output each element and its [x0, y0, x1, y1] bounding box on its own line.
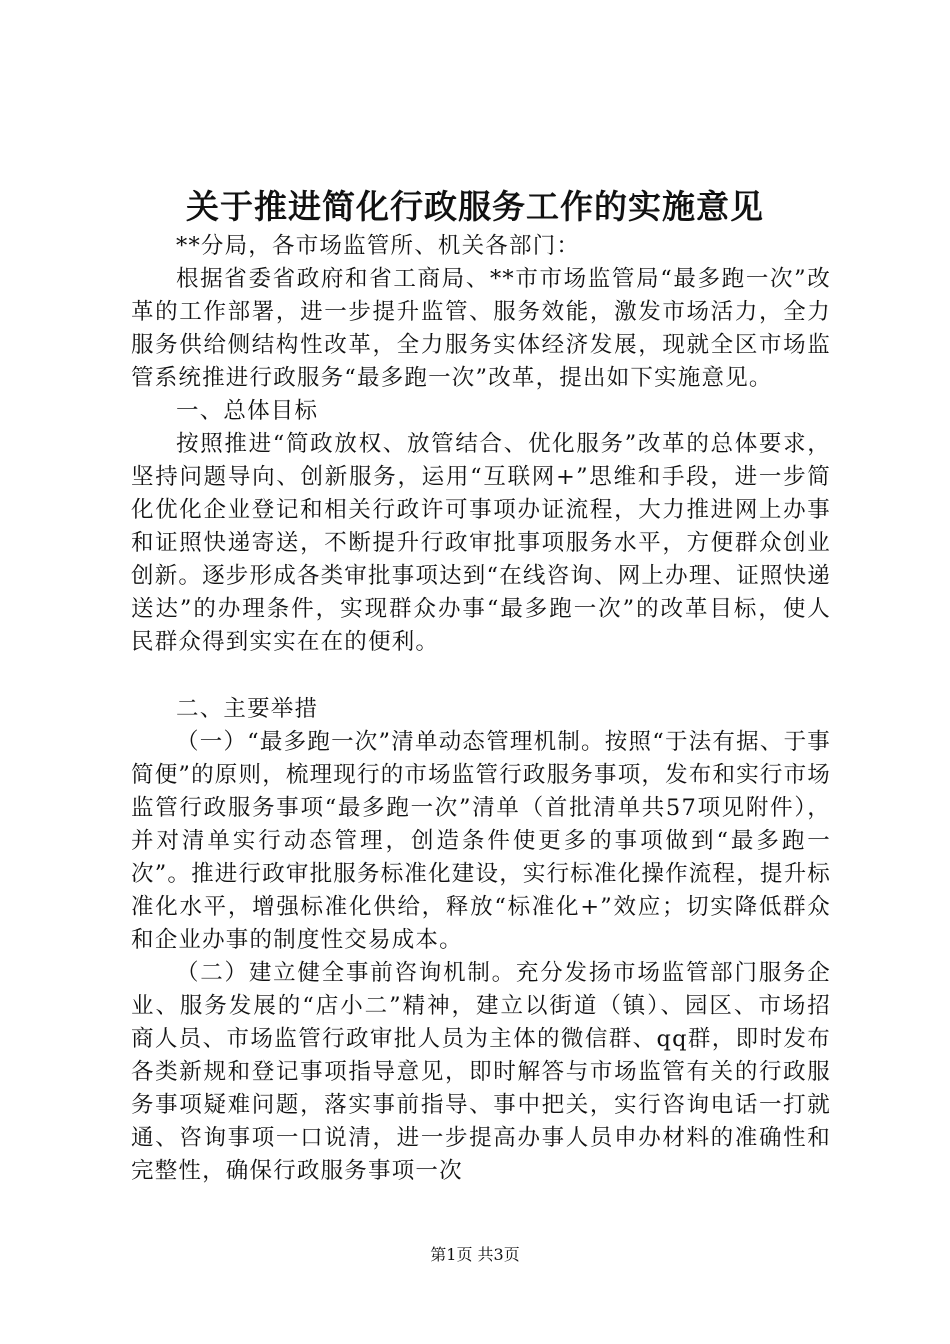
measure-paragraph-2: （二）建立健全事前咨询机制。充分发扬市场监管部门服务企业、服务发展的“店小二”精神，建立以街道（镇）、园区、市场招商人员、市场监管行政审批人员为主体的微信群、qq群，即时发布各类新规和登记事项指导意见，即时解答与市场监管有关的行政服务事项疑难问题，落实事前指导、事中把关，实行咨询电话一打就通、咨询事项一口说清，进一步提高办事人员申办材料的准确性和完整性，确保行政服务事项一次 — [131, 960, 831, 1184]
paragraph-spacer — [131, 659, 831, 693]
page-footer: 第1页 共3页 — [430, 1245, 520, 1264]
section-heading-measures: 二、主要举措 — [176, 696, 319, 722]
intro-paragraph: 根据省委省政府和省工商局、**市市场监管局“最多跑一次”改革的工作部署，进一步提升监管、服务效能，激发市场活力，全力服务供给侧结构性改革，全力服务实体经济发展，现就全区市场监管系统推进行政服务“最多跑一次”改革，提出如下实施意见。 — [131, 266, 831, 391]
measure-paragraph-1: （一）“最多跑一次”清单动态管理机制。按照“于法有据、于事简便”的原则，梳理现行的市场监管行政服务事项，发布和实行市场监管行政服务事项“最多跑一次”清单（首批清单共57项见附件），并对清单实行动态管理，创造条件使更多的事项做到“最多跑一次”。推进行政审批服务标准化建设，实行标准化操作流程，提升标准化水平，增强标准化供给，释放“标准化+”效应；切实降低群众和企业办事的制度性交易成本。 — [131, 729, 832, 953]
document-title: 关于推进简化行政服务工作的实施意见 — [186, 187, 764, 226]
salutation: **分局，各市场监管所、机关各部门： — [176, 233, 581, 259]
section-heading-goals: 一、总体目标 — [176, 398, 319, 424]
goals-paragraph: 按照推进“简政放权、放管结合、优化服务”改革的总体要求，坚持问题导向、创新服务，运用“互联网+”思维和手段，进一步简化优化企业登记和相关行政许可事项办证流程，大力推进网上办事和证照快递寄送，不断提升行政审批事项服务水平，方便群众创业创新。逐步形成各类审批事项达到“在线咨询、网上办理、证照快递送达”的办理条件，实现群众办事“最多跑一次”的改革目标，使人民群众得到实实在在的便利。 — [131, 431, 832, 655]
document-body — [131, 230, 831, 1188]
